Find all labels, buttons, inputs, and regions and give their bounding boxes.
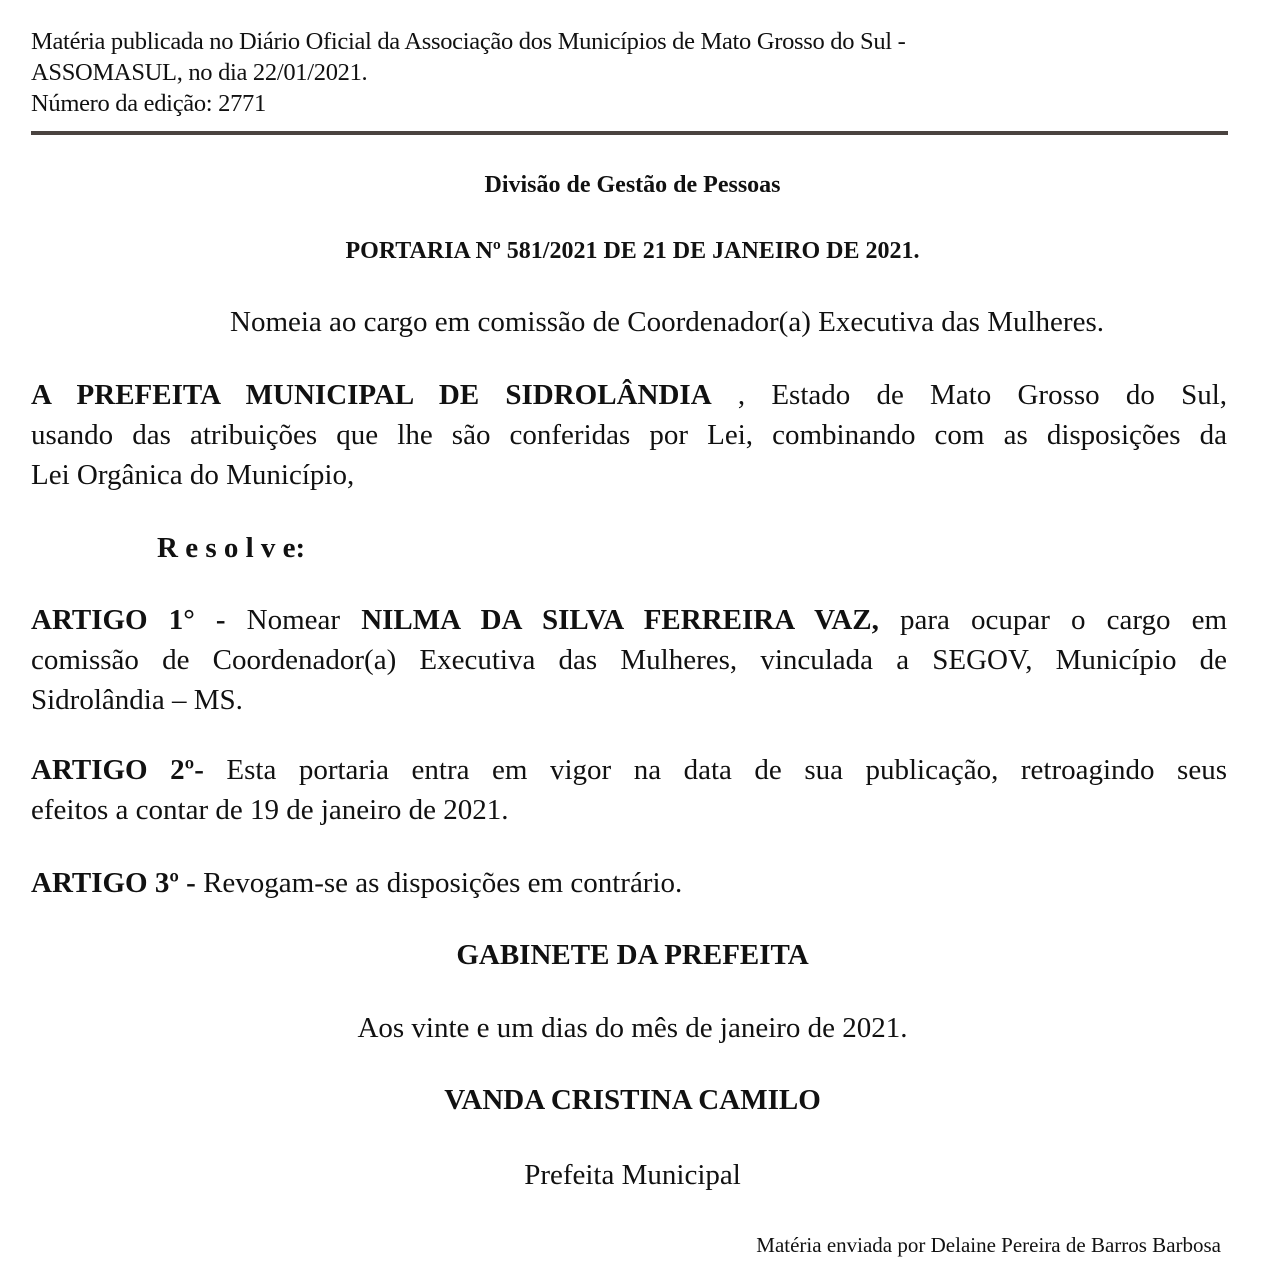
header-line-1: Matéria publicada no Diário Oficial da Associação dos Municípios de Mato Grosso do Sul - — [31, 28, 906, 55]
edition-number: Número da edição: 2771 — [31, 90, 266, 117]
portaria-title: PORTARIA Nº 581/2021 DE 21 DE JANEIRO DE 2021. — [345, 238, 920, 264]
submitted-by-footer: Matéria enviada por Delaine Pereira de Barros Barbosa — [756, 1233, 1221, 1257]
header-divider — [31, 131, 1228, 135]
header-line-2: ASSOMASUL, no dia 22/01/2021. — [31, 59, 368, 86]
signatory-name: VANDA CRISTINA CAMILO — [444, 1084, 821, 1116]
appointee-name: NILMA DA SILVA FERREIRA VAZ, — [361, 604, 879, 636]
preamble-paragraph: A PREFEITA MUNICIPAL DE SIDROLÂNDIA , Estado de Mato Grosso do Sul, usando das atribuições que lhe são conferidas por Lei, combinando com as disposições da Lei Orgânica do Município, — [31, 375, 1227, 495]
preamble-line-2: usando das atribuições que lhe são conferidas por Lei, combinando com as disposições da — [31, 419, 1227, 451]
preamble-authority: A PREFEITA MUNICIPAL DE SIDROLÂNDIA — [31, 379, 712, 411]
artigo-2: ARTIGO 2º- Esta portaria entra em vigor na data de sua publicação, retroagindo seus efeitos a contar de 19 de janeiro de 2021. — [31, 754, 1228, 826]
resolve-heading: R e s o l v e: — [157, 532, 306, 564]
artigo-3: ARTIGO 3º - Revogam-se as disposições em contrário. — [31, 867, 683, 899]
preamble-line-3: Lei Orgânica do Município, — [31, 459, 355, 491]
artigo-1: ARTIGO 1° - Nomear NILMA DA SILVA FERREIRA VAZ, para ocupar o cargo em comissão de Coordenador(a) Executiva das Mulheres, vinculada a SEGOV, Município de Sidrolândia – MS. — [31, 604, 1228, 716]
artigo-2-label: ARTIGO 2º- — [31, 754, 204, 786]
signatory-role: Prefeita Municipal — [524, 1159, 741, 1191]
ementa: Nomeia ao cargo em comissão de Coordenador(a) Executiva das Mulheres. — [230, 306, 1104, 338]
gabinete-heading: GABINETE DA PREFEITA — [456, 939, 809, 971]
artigo-1-label: ARTIGO 1° - — [31, 604, 226, 636]
signing-date: Aos vinte e um dias do mês de janeiro de 2021. — [357, 1012, 908, 1044]
division-title: Divisão de Gestão de Pessoas — [484, 172, 781, 198]
artigo-3-label: ARTIGO 3º - — [31, 867, 196, 899]
